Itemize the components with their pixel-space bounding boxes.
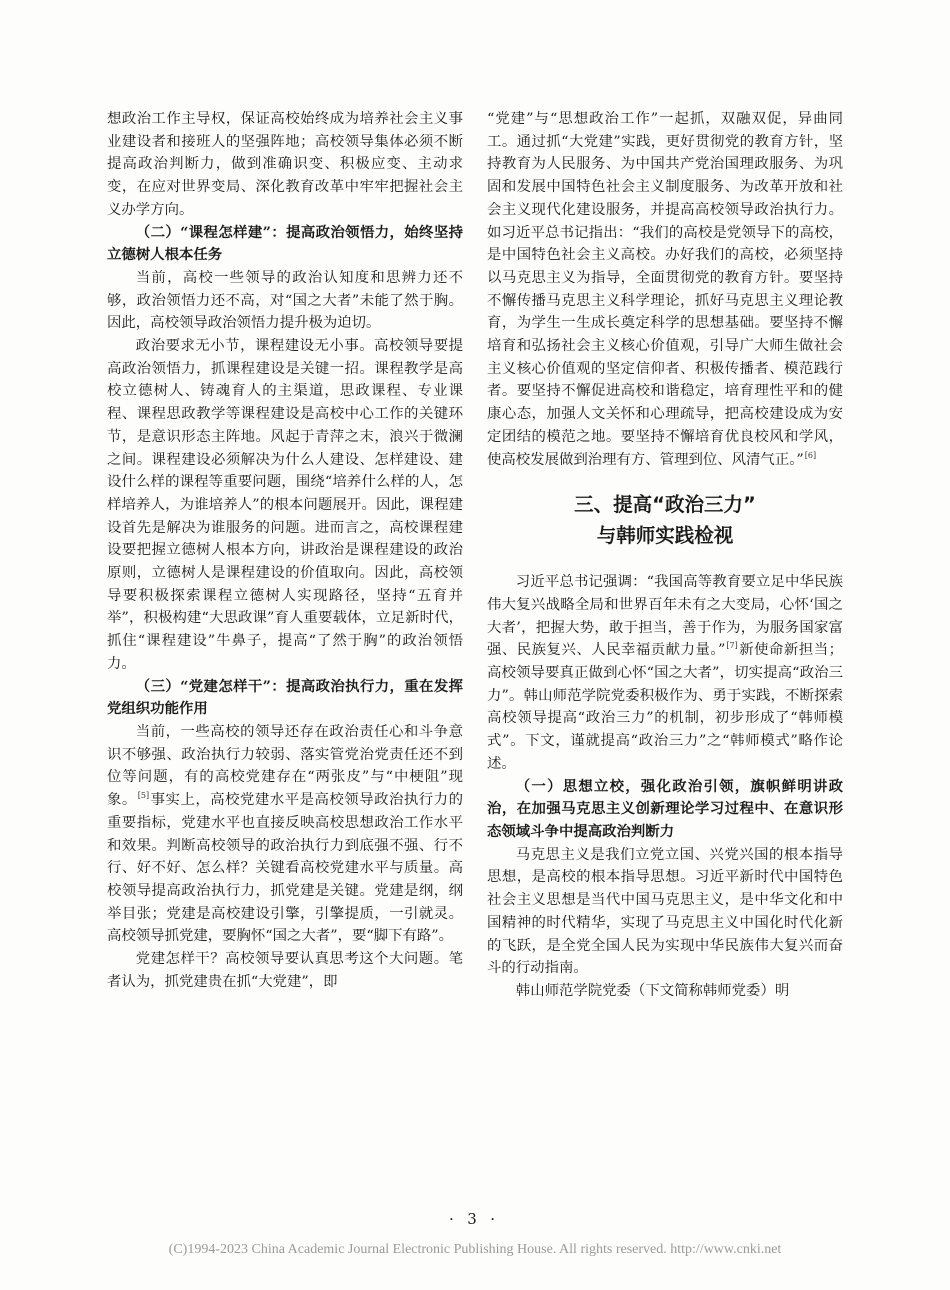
paragraph-text: 事实上，高校党建水平是高校领导政治执行力的重要指标，党建水平也直接反映高校思想政治工作水平和效果。判断高校领导的政治执行力到底强不强、行不行、好不好、怎么样？关键看高校党建水平与质量。高校领导提高政治执行力，抓党建是关键。党建是纲，纲举目张；党建是高校建设引擎，引擎提质，一引就灵。高校领导抓党建，要胸怀“国之大者”，要“脚下有路”。 xyxy=(107,792,463,945)
body-paragraph xyxy=(107,721,463,948)
citation-ref: [7] xyxy=(726,641,738,651)
subsection-heading-course: （二）“课程怎样建”：提高政治领悟力，始终坚持立德树人根本任务 xyxy=(107,223,463,264)
body-paragraph: 当前，高校一些领导的政治认知度和思辨力还不够，政治领悟力还不高，对“国之大者”未能了然于胸。因此，高校领导政治领悟力提升极为迫切。 xyxy=(107,269,463,332)
copyright-footer: (C)1994-2023 China Academic Journal Electronic Publishing House. All rights reserved. http://www.cnki.net xyxy=(168,1242,782,1257)
body-paragraph: 想政治工作主导权，保证高校始终成为培养社会主义事业建设者和接班人的坚强阵地；高校领导集体必须不断提高政治判断力，做到准确识变、积极应变、主动求变，在应对世界变局、深化教育改革中牢牢把握社会主义办学方向。 xyxy=(107,111,463,218)
paragraph-text: 习近平总书记强调：“我国高等教育要立足中华民族伟大复兴战略全局和世界百年未有之大变局，心怀‘国之大者’，把握大势，敢于担当，善于作为，为服务国家富强、民族复兴、人民幸福贡献力量。” xyxy=(487,574,843,659)
body-paragraph: 政治要求无小节，课程建设无小事。高校领导要提高政治领悟力，抓课程建设是关键一招。课程教学是高校立德树人、铸魂育人的主渠道，思政课程、专业课程、课程思政教学等课程建设是高校中心工作的关键环节，是意识形态主阵地。风起于青萍之末，浪兴于微澜之间。课程建设必须解决为什么人建设、怎样建设、建设什么样的课程等重要问题，围绕“培养什么样的人，怎样培养人，为谁培养人”的根本问题展开。因此，课程建设首先是解决为谁服务的问题。进而言之，高校课程建设要把握立德树人根本方向，讲政治是课程建设的政治原则，立德树人是课程建设的价值取向。因此，高校领导要积极探索课程立德树人实现路径，坚持“五育并举”，积极构建“大思政课”育人重要载体，立足新时代，抓住“课程建设”牛鼻子，提高“了然于胸”的政治领悟力。 xyxy=(107,338,463,672)
section-title-line: 与韩师实践检视 xyxy=(596,524,734,548)
body-paragraph: 韩山师范学院党委（下文简称韩师党委）明 xyxy=(515,982,790,999)
section-title xyxy=(487,489,843,551)
right-column xyxy=(487,108,843,1003)
body-paragraph: 党建怎样干？高校领导要认真思考这个大问题。笔者认为，抓党建贵在抓“大党建”，即 xyxy=(107,951,463,990)
paragraph-text: “党建”与“思想政治工作”一起抓，双融双促，异曲同工。通过抓“大党建”实践，更好贯彻党的教育方针，坚持教育为人民服务、为中国共产党治国理政服务、为巩固和发展中国特色社会主义制度服务、为改革开放和社会主义现代化建设服务，并提高高校领导政治执行力。如习近平总书记指出：“我们的高校是党领导下的高校，是中国特色社会主义高校。办好我们的高校，必须坚持以马克思主义为指导，全面贯彻党的教育方针。要坚持不懈传播马克思主义科学理论，抓好马克思主义理论教育，为学生一生成长奠定科学的思想基础。要坚持不懈培育和弘扬社会主义核心价值观，引导广大师生做社会主义核心价值观的坚定信仰者、积极传播者、模范践行者。要坚持不懈促进高校和谐稳定，培育理性平和的健康心态，加强人文关怀和心理疏导，把高校建设成为安定团结的模范之地。要坚持不懈培育优良校风和学风，使高校发展做到治理有方、管理到位、风清气正。” xyxy=(487,111,843,468)
subsection-heading-party: （三）“党建怎样干”：提高政治执行力，重在发挥党组织功能作用 xyxy=(107,677,463,718)
paragraph-text: 当前，一些高校的领导还存在政治责任心和斗争意识不够强、政治执行力较弱、落实管党治党责任还不到位等问题，有的高校党建存在“两张皮”与“中梗阻”现象。 xyxy=(107,723,463,809)
citation-ref: [6] xyxy=(804,450,817,460)
body-paragraph xyxy=(487,571,843,775)
body-paragraph: 马克思主义是我们立党立国、兴党兴国的根本指导思想，是高校的根本指导思想。习近平新时代中国特色社会主义思想是当代中国马克思主义，是中华文化和中国精神的时代精华，实现了马克思主义中国化时代化新的飞跃，是全党全国人民为实现中华民族伟大复兴而奋斗的行动指南。 xyxy=(487,846,843,977)
section-title-line: 三、提高“政治三力” xyxy=(574,493,756,517)
subsection-heading-one: （一）思想立校，强化政治引领，旗帜鲜明讲政治，在加强马克思主义创新理论学习过程中、在意识形态领域斗争中提高政治判断力 xyxy=(487,777,843,840)
citation-ref: [5] xyxy=(137,791,150,801)
paragraph-text: 新使命新担当；高校领导要真正做到心怀“国之大者”，切实提高“政治三力”。韩山师范学院党委积极作为、勇于实践，不断探索高校领导提高“政治三力”的机制，初步形成了“韩师模式”。下文，谨就提高“政治三力”之“韩师模式”略作论述。 xyxy=(487,642,843,772)
page-number: · 3 · xyxy=(448,1210,502,1228)
left-column xyxy=(107,108,463,993)
body-paragraph xyxy=(487,108,843,471)
page-number-value: 3 xyxy=(467,1210,483,1228)
